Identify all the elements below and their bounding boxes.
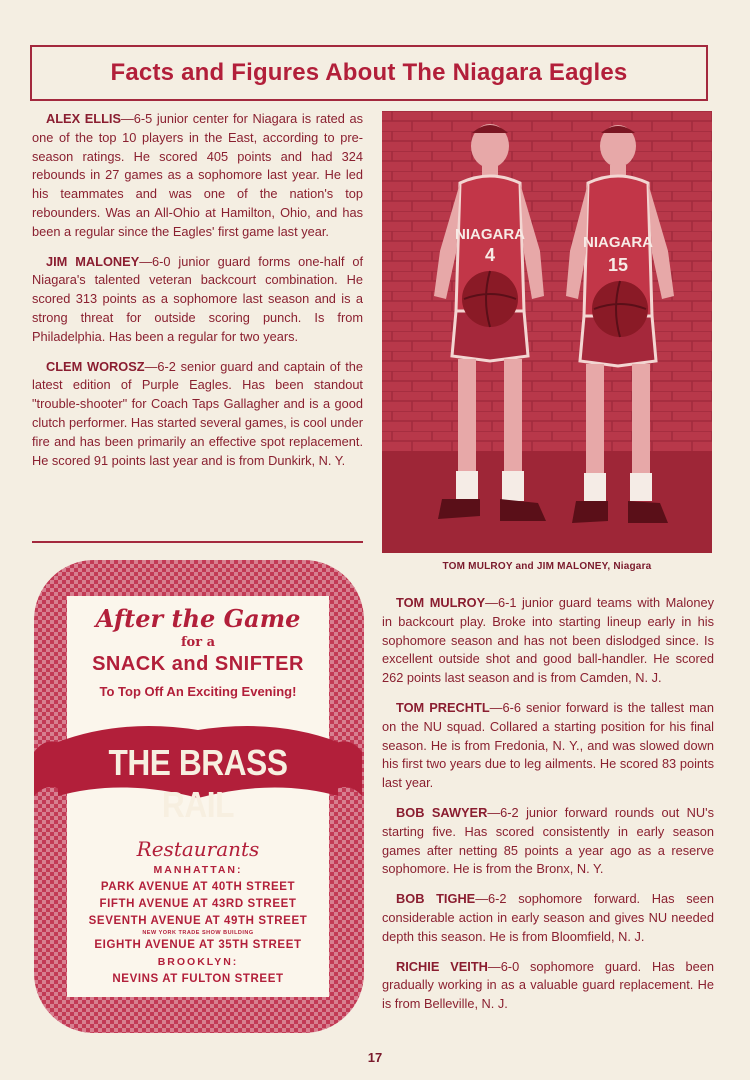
jersey-left-number: 4 — [484, 245, 496, 265]
page-number: 17 — [367, 1050, 383, 1065]
player-name: JIM MALONEY — [46, 253, 140, 269]
ad-location: SEVENTH AVENUE AT 49TH STREET — [88, 915, 308, 927]
player-name: CLEM WOROSZ — [46, 358, 145, 374]
ad-headline: After the Game — [95, 604, 301, 633]
player-bio: —6-5 junior center for Niagara is rated as one of the top 10 players in the East, according to pre-season ratings. He scored 405 points and had 324 rebounds in 27 games as a sophomore last year. He led his teammates and was one of the nation's top rebounders. Was an All-Ohio at Hamilton, Ohio, and has been a regular since the Eagles' first game last year. — [32, 111, 364, 239]
section-divider — [32, 541, 363, 543]
player-entry — [32, 358, 363, 471]
ad-subline: for a — [180, 635, 216, 650]
player-entry — [382, 958, 714, 1014]
player-bio: —6-0 sophomore guard. Has been gradually working in as a valuable guard replacement. He is from Belleville, N. J. — [382, 958, 714, 1012]
player-entry — [382, 890, 714, 946]
ad-location: NEVINS AT FULTON STREET — [112, 973, 284, 985]
ad-snack-line: SNACK and SNIFTER — [92, 653, 304, 675]
ad-tagline: To Top Off An Exciting Evening! — [99, 684, 297, 699]
jersey-left-lettering: NIAGARA — [455, 226, 525, 243]
player-name: TOM MULROY — [396, 595, 486, 610]
player-bio: —6-2 junior forward rounds out NU's starting five. Has scored consistently in early season games after netting 85 points a year ago as a reserve sophomore. He is from the Bronx, N. Y. — [382, 804, 714, 877]
page-title-box — [30, 45, 708, 101]
ad-location: EIGHTH AVENUE AT 35TH STREET — [94, 939, 302, 951]
player-entry — [32, 110, 363, 242]
jersey-right-number: 15 — [607, 255, 629, 275]
players-photo-illustration — [382, 111, 712, 553]
player-name: BOB TIGHE — [396, 891, 476, 907]
player-bio: —6-0 junior guard forms one-half of Niagara's talented veteran backcourt combination. He scored 313 points as a sophomore last season and is a strong threat for outside scoring punch. Is from Philadelphia. Has been a regular for two years. — [32, 253, 363, 344]
ad-script-label: Restaurants — [136, 837, 260, 861]
ad-borough: BROOKLYN: — [157, 956, 239, 968]
player-bio: —6-1 junior guard teams with Maloney in backcourt play. Broke into starting lineup early in his sophomore season and has not been dislodged since. Is excellent outside shot and good ball-handler. He scored 262 points last season and is from Camden, N. J. — [382, 595, 714, 686]
player-entry — [32, 253, 363, 347]
player-entry — [382, 804, 714, 879]
right-column-text — [382, 594, 714, 1025]
player-entry — [382, 594, 714, 688]
ad-borough: MANHATTAN: — [153, 864, 243, 876]
team-photo — [382, 111, 712, 553]
player-name: TOM PRECHTL — [396, 699, 490, 715]
jersey-right-lettering: NIAGARA — [583, 234, 653, 251]
player-entry — [382, 699, 714, 793]
left-column-text — [32, 110, 363, 481]
photo-caption: TOM MULROY and JIM MALONEY, Niagara — [442, 561, 652, 572]
ad-brand-name: THE BRASS RAIL — [108, 742, 288, 825]
page-title: Facts and Figures About The Niagara Eagles — [110, 59, 628, 86]
ad-location-note: NEW YORK TRADE SHOW BUILDING — [142, 930, 254, 936]
ad-locations — [67, 862, 329, 988]
player-name: ALEX ELLIS — [46, 111, 121, 126]
player-name: RICHIE VEITH — [396, 958, 488, 974]
player-bio: —6-2 sophomore forward. Has seen considerable action in early season and gives NU needed depth this season. He is from Bloomfield, N. J. — [382, 891, 714, 944]
player-bio: —6-2 senior guard and captain of the latest edition of Purple Eagles. Has been standout "trouble-shooter" for Coach Taps Gallagher and is a good clutch performer. Has started several games, is cool under fire and has been primarily an effective spot replacement. He scored 91 points last year and is from Dunkirk, N. Y. — [32, 358, 363, 468]
player-name: BOB SAWYER — [396, 804, 488, 820]
ad-location: PARK AVENUE AT 40TH STREET — [100, 881, 296, 893]
player-bio: —6-6 senior forward is the tallest man on the NU squad. Collared a starting position for his final season. He is from Fredonia, N. Y., and was slowed down his first two years due to leg ailments. He scored 83 points last year. — [382, 699, 714, 791]
ad-location: FIFTH AVENUE AT 43RD STREET — [99, 898, 297, 910]
